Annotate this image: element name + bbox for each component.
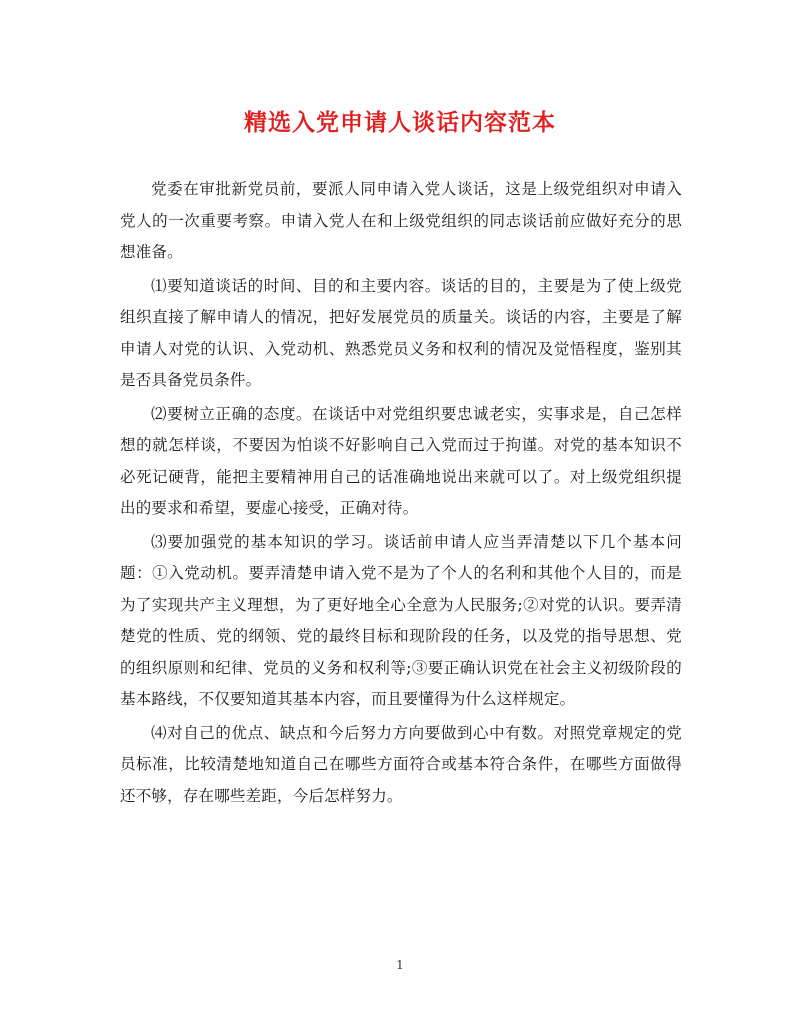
paragraph-point-2: ⑵要树立正确的态度。在谈话中对党组织要忠诚老实，实事求是，自己怎样想的就怎样谈，不要因为怕谈不好影响自己入党而过于拘谨。对党的基本知识不必死记硬背，能把主要精神用自己的话准确地说出来就可以了。对上级党组织提出的要求和希望，要虚心接受，正确对待。	[120, 404, 682, 517]
paragraph-point-3: ⑶要加强党的基本知识的学习。谈话前申请人应当弄清楚以下几个基本问题：①入党动机。要弄清楚申请入党不是为了个人的名利和其他个人目的，而是为了实现共产主义理想，为了更好地全心全意为人民服务;②对党的认识。要弄清楚党的性质、党的纲领、党的最终目标和现阶段的任务，以及党的指导思想、党的组织原则和纪律、党员的义务和权利等;③要正确认识党在社会主义初级阶段的基本路线，不仅要知道其基本内容，而且要懂得为什么这样规定。	[120, 532, 682, 708]
document-body	[120, 174, 682, 814]
document-title: 精选入党申请人谈话内容范本	[244, 109, 556, 136]
paragraph-point-4: ⑷对自己的优点、缺点和今后努力方向要做到心中有数。对照党章规定的党员标准，比较清楚地知道自己在哪些方面符合或基本符合条件，在哪些方面做得还不够，存在哪些差距，今后怎样努力。	[120, 723, 682, 805]
paragraph-point-1: ⑴要知道谈话的时间、目的和主要内容。谈话的目的，主要是为了使上级党组织直接了解申请人的情况，把好发展党员的质量关。谈话的内容，主要是了解申请人对党的认识、入党动机、熟悉党员义务和权利的情况及觉悟程度，鉴别其是否具备党员条件。	[120, 276, 682, 389]
page-number: 1	[396, 958, 404, 972]
paragraph-intro: 党委在审批新党员前，要派人同申请入党人谈话，这是上级党组织对申请入党人的一次重要考察。申请入党人在和上级党组织的同志谈话前应做好充分的思想准备。	[120, 180, 682, 261]
